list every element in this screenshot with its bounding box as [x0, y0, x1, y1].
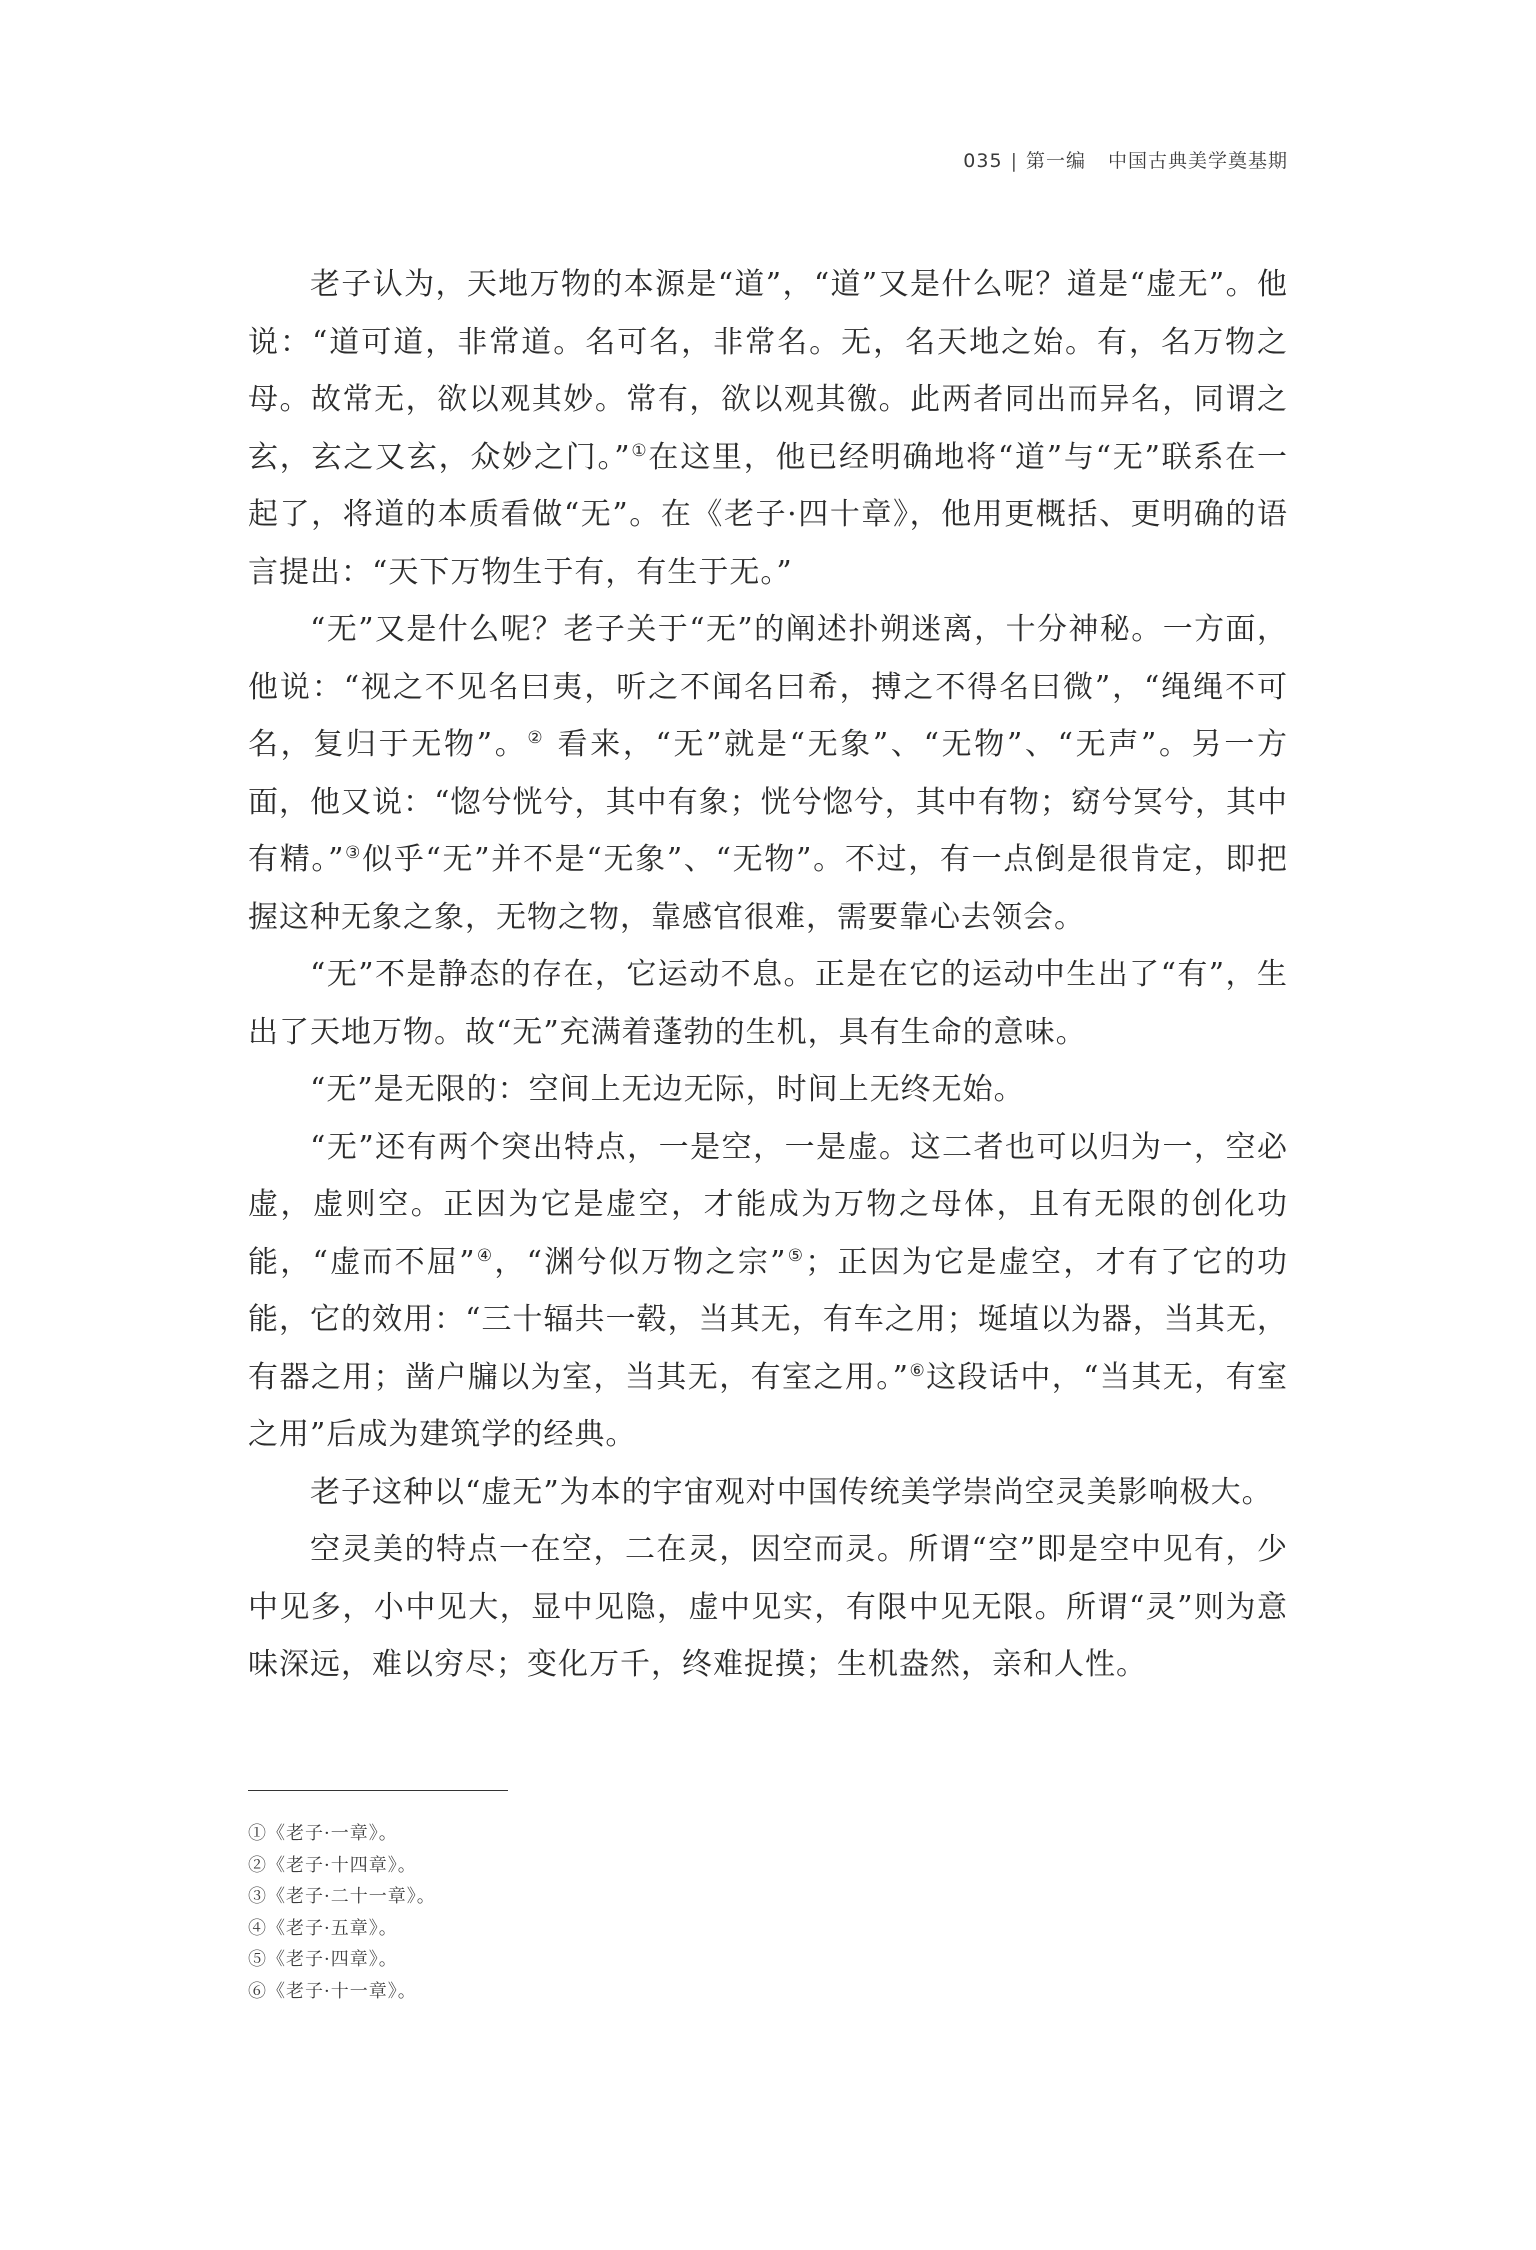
page-number: 035: [963, 150, 1003, 172]
text-run: “无”又是什么呢？老子关于“无”的阐述扑朔迷离，十分神秘。一方面，他说：“视之不见名曰夷，听之不闻名曰希，搏之不得名曰微”，“绳绳不可名，复归于无物”。: [248, 612, 1288, 762]
text-run: “无”不是静态的存在，它运动不息。正是在它的运动中生出了“有”，生出了天地万物。故“无”充满着蓬勃的生机，具有生命的意味。: [248, 957, 1288, 1050]
footnote-item: ④《老子·五章》。: [248, 1917, 398, 1939]
footnote-item: ①《老子·一章》。: [248, 1823, 398, 1844]
footnote-reference: ⑤: [786, 1245, 806, 1266]
footnote-item: ③《老子·二十一章》。: [248, 1886, 436, 1907]
text-run: 空灵美的特点一在空，二在灵，因空而灵。所谓“空”即是空中见有，少中见多，小中见大，显中见隐，虚中见实，有限中见无限。所谓“灵”则为意味深远，难以穷尽；变化万千，终难捉摸；生机盎然，亲和人性。: [248, 1532, 1288, 1682]
text-run: 这段话中，“当其无，有室之用”后成为建筑学的经典。: [248, 1359, 1288, 1452]
body-paragraph: [248, 946, 1288, 1061]
footnote-item: ⑥《老子·十一章》。: [248, 1980, 417, 2002]
text-run: “无”是无限的：空间上无边无际，时间上无终无始。: [310, 1072, 1025, 1107]
text-run: “无”还有两个突出特点，一是空，一是虚。这二者也可以归为一，空必虚，虚则空。正因为它是虚空，才能成为万物之母体，且有无限的创化功能，“虚而不屈”: [248, 1129, 1288, 1280]
footnote-reference: ④: [475, 1245, 495, 1266]
footnote-divider: [248, 1790, 508, 1791]
header-separator: |: [1010, 150, 1018, 172]
footnote-reference: ①: [630, 440, 649, 461]
body-paragraph: [248, 256, 1288, 601]
text-run: 老子这种以“虚无”为本的宇宙观对中国传统美学崇尚空灵美影响极大。: [310, 1474, 1273, 1510]
body-paragraph: [248, 1119, 1288, 1464]
footnote-item: ⑤《老子·四章》。: [248, 1949, 398, 1970]
body-paragraph: [248, 1521, 1288, 1694]
text-run: 看来，“无”就是“无象”、“无物”、“无声”。另一方面，他又说：“惚兮恍兮，其中有象；恍兮惚兮，其中有物；窈兮冥兮，其中有精。”: [248, 727, 1289, 877]
header-part: 第一编: [1025, 150, 1086, 172]
body-paragraph: [248, 1061, 1288, 1119]
body-text: [248, 256, 1288, 1694]
body-paragraph: [248, 601, 1288, 946]
footnote-reference: ③: [344, 843, 363, 863]
text-run: ，“渊兮似万物之宗”: [494, 1244, 787, 1280]
text-run: 老子认为，天地万物的本源是“道”，“道”又是什么呢？道是“虚无”。他说：“道可道，非常道。名可名，非常名。无，名天地之始。有，名万物之母。故常无，欲以观其妙。常有，欲以观其徼。此两者同出而异名，同谓之玄，玄之又玄，众妙之门。”: [248, 267, 1288, 475]
body-paragraph: [248, 1464, 1288, 1522]
footnote-list: [248, 1818, 436, 2007]
header-section-title: 中国古典美学奠基期: [1107, 150, 1288, 172]
text-run: 似乎“无”并不是“无象”、“无物”。不过，有一点倒是很肯定，即把握这种无象之象，无物之物，靠感官很难，需要靠心去领会。: [248, 842, 1288, 935]
footnote-reference: ⑥: [909, 1360, 927, 1381]
running-header: [963, 146, 1288, 173]
text-run: ；正因为它是虚空，才有了它的功能，它的效用：“三十辐共一毂，当其无，有车之用；埏埴以为器，当其无，有器之用；凿户牖以为室，当其无，有室之用。”: [248, 1244, 1288, 1395]
text-run: 在这里，他已经明确地将“道”与“无”联系在一起了，将道的本质看做“无”。在《老子·四十章》，他用更概括、更明确的语言提出：“天下万物生于有，有生于无。”: [248, 439, 1288, 590]
footnote-item: ②《老子·十四章》。: [248, 1854, 417, 1876]
footnote-reference: ②: [527, 728, 546, 748]
